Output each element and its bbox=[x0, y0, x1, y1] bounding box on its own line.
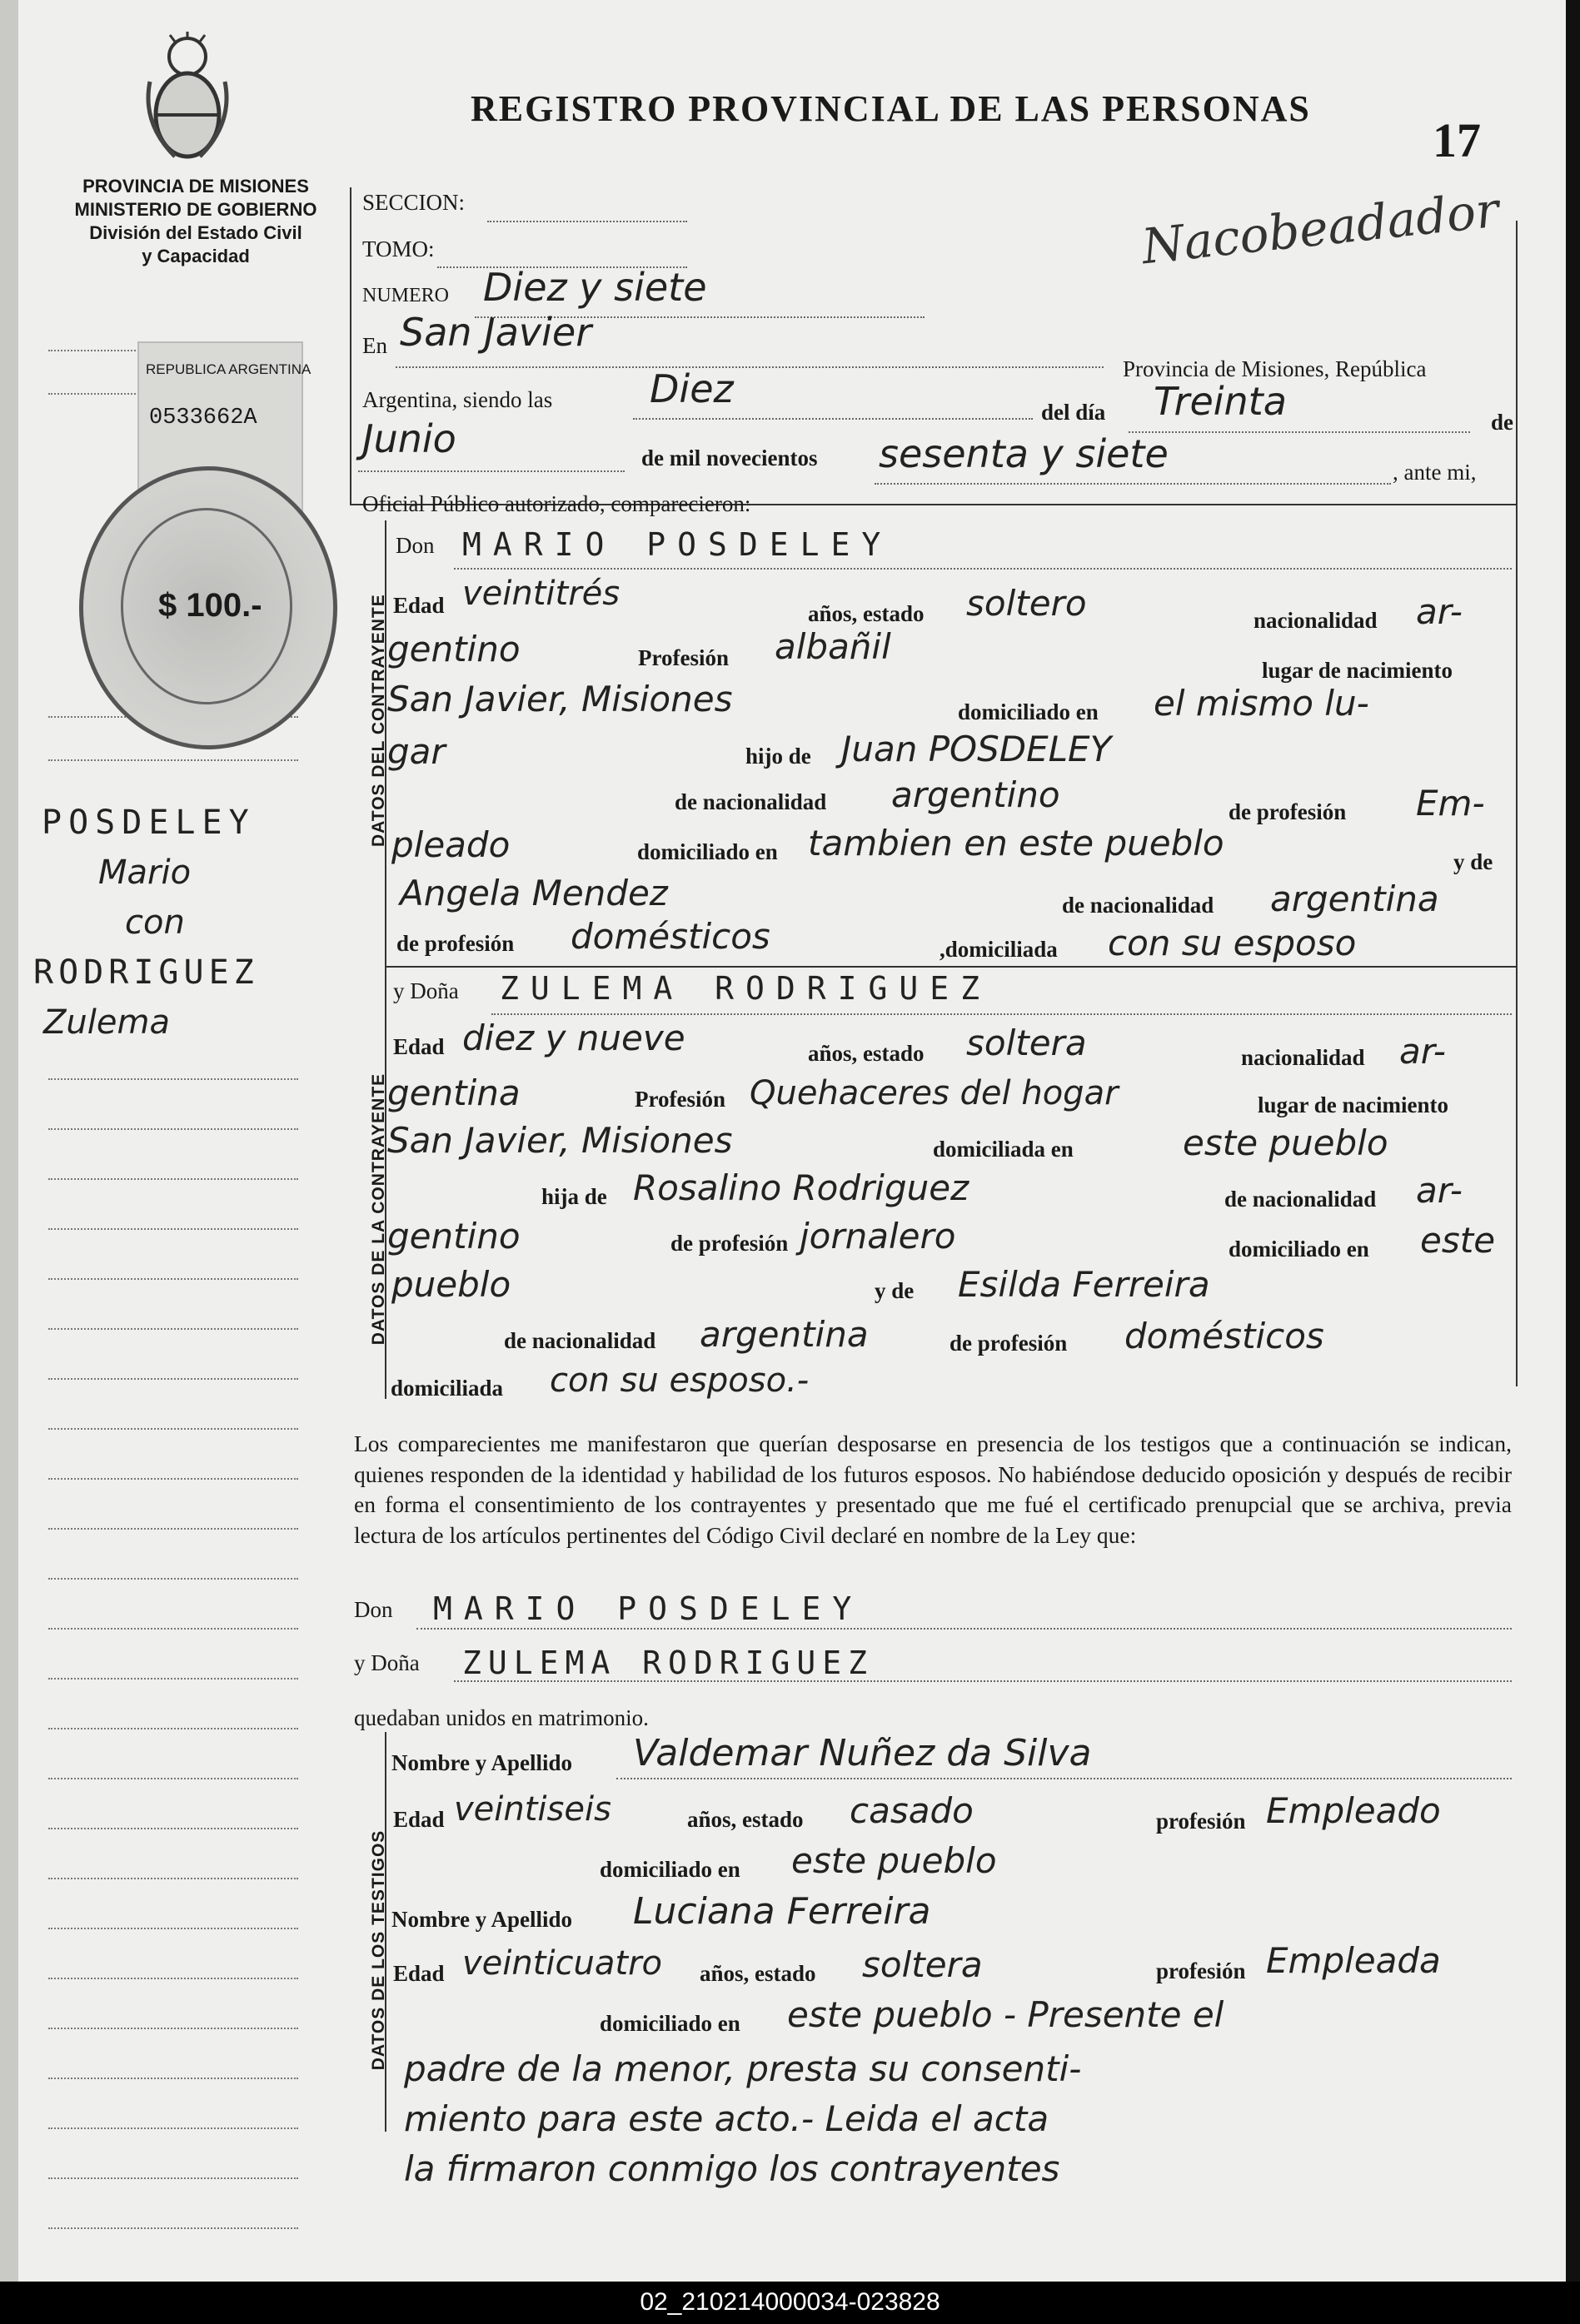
bride-name: ZULEMA RODRIGUEZ bbox=[500, 970, 992, 1007]
page-right-edge bbox=[1566, 0, 1580, 2324]
bride-father-nat-b: gentino bbox=[387, 1216, 521, 1257]
witness1-name: Valdemar Nuñez da Silva bbox=[633, 1732, 1092, 1774]
scan-id: 02_210214000034-023828 bbox=[640, 2288, 940, 2316]
de-profesion-label-3: de profesión bbox=[670, 1231, 789, 1256]
de-nacionalidad-label: de nacionalidad bbox=[675, 789, 827, 814]
domiciliado-en-label: domiciliado en bbox=[958, 699, 1099, 724]
decl-don-name: MARIO POSDELEY bbox=[433, 1590, 864, 1627]
groom-dom-b: gar bbox=[387, 731, 446, 772]
bride-father: Rosalino Rodriguez bbox=[633, 1167, 969, 1208]
de-nacionalidad-label-3: de nacionalidad bbox=[1224, 1187, 1377, 1212]
decl-dona-name: ZULEMA RODRIGUEZ bbox=[462, 1645, 875, 1681]
groom-prof: albañil bbox=[775, 626, 891, 667]
side-label-testigos: DATOS DE LOS TESTIGOS bbox=[369, 1829, 388, 2071]
edad-label-3: Edad bbox=[393, 1807, 445, 1832]
groom-mother-prof: domésticos bbox=[571, 916, 770, 957]
hijo-de-label: hijo de bbox=[745, 744, 811, 769]
en-value: San Javier bbox=[400, 310, 592, 355]
domiciliada-label: domiciliada bbox=[391, 1376, 504, 1401]
bride-prof: Quehaceres del hogar bbox=[750, 1074, 1119, 1112]
nombre-apellido-label: Nombre y Apellido bbox=[391, 1750, 573, 1775]
office-header bbox=[58, 175, 333, 268]
closing-note-line: la firmaron conmigo los contrayentes bbox=[404, 2148, 1060, 2189]
bride-mother-nat: argentina bbox=[700, 1314, 869, 1355]
domiciliado-en-label-3: domiciliado en bbox=[600, 1857, 740, 1882]
ante-mi-label: , ante mi, bbox=[1393, 460, 1477, 485]
witness1-status: casado bbox=[850, 1790, 974, 1831]
groom-birth: San Javier, Misiones bbox=[387, 679, 733, 719]
de-profesion-label-4: de profesión bbox=[949, 1331, 1068, 1356]
profesion-label-4: profesión bbox=[1156, 1958, 1246, 1983]
oficial-label: Oficial Público autorizado, comparecieron: bbox=[362, 491, 751, 516]
argentina-siendo-label: Argentina, siendo las bbox=[362, 387, 553, 412]
en-label: En bbox=[362, 333, 387, 358]
profesion-label-2: Profesión bbox=[635, 1087, 725, 1112]
bride-status: soltera bbox=[966, 1023, 1087, 1063]
groom-age: veintitrés bbox=[462, 575, 621, 613]
nacionalidad-label: nacionalidad bbox=[1254, 608, 1378, 633]
domiciliado-en-label-2: domiciliado en bbox=[1229, 1237, 1369, 1262]
seccion-label: SECCION: bbox=[362, 190, 466, 215]
anos-estado-label-3: años, estado bbox=[687, 1807, 804, 1832]
document-title: REGISTRO PROVINCIAL DE LAS PERSONAS bbox=[471, 88, 1311, 129]
office-line: PROVINCIA DE MISIONES bbox=[82, 176, 309, 197]
nacionalidad-label-2: nacionalidad bbox=[1241, 1045, 1365, 1070]
hija-de-label: hija de bbox=[541, 1184, 607, 1209]
lugar-nac-label: lugar de nacimiento bbox=[1262, 658, 1453, 683]
domiciliado-en-label-4: domiciliado en bbox=[600, 2011, 740, 2036]
bride-mother-prof: domésticos bbox=[1124, 1316, 1324, 1356]
office-line: División del Estado Civil bbox=[89, 222, 302, 243]
don-label-2: Don bbox=[354, 1597, 393, 1622]
de-profesion-label-2: de profesión bbox=[396, 931, 515, 956]
margin-note-line: RODRIGUEZ bbox=[33, 953, 259, 992]
witness2-prof: Empleada bbox=[1266, 1940, 1441, 1981]
groom-mother: Angela Mendez bbox=[400, 873, 668, 913]
margin-note-line: Mario bbox=[98, 853, 192, 892]
groom-status: soltero bbox=[966, 583, 1087, 624]
bride-mother: Esilda Ferreira bbox=[958, 1264, 1210, 1305]
numero-value: Diez y siete bbox=[483, 265, 707, 310]
edad-label-2: Edad bbox=[393, 1034, 445, 1059]
groom-father: Juan POSDELEY bbox=[841, 729, 1112, 769]
quedaban-label: quedaban unidos en matrimonio. bbox=[354, 1705, 649, 1730]
lugar-nac-label-2: lugar de nacimiento bbox=[1258, 1092, 1448, 1117]
groom-mother-nat: argentina bbox=[1270, 878, 1439, 919]
stamp-number: 0533662A bbox=[149, 406, 257, 430]
dona-label: y Doña bbox=[393, 978, 459, 1003]
dona-label-2: y Doña bbox=[354, 1650, 420, 1675]
anos-estado-label-4: años, estado bbox=[700, 1961, 816, 1986]
de-profesion-label: de profesión bbox=[1229, 799, 1347, 824]
page-number: 17 bbox=[1433, 113, 1481, 167]
seal-value: $ 100.- bbox=[158, 587, 262, 624]
office-line: y Capacidad bbox=[142, 246, 250, 266]
bride-father-nat-a: ar- bbox=[1416, 1170, 1463, 1211]
dia-value: Treinta bbox=[1154, 379, 1287, 424]
witness2-age: veinticuatro bbox=[462, 1944, 662, 1983]
side-label-contrayente: DATOS DEL CONTRAYENTE bbox=[369, 594, 388, 847]
witness1-prof: Empleado bbox=[1266, 1790, 1441, 1831]
de-label: de bbox=[1491, 410, 1513, 435]
groom-father-nat: argentino bbox=[891, 774, 1060, 815]
bride-dom: este pueblo bbox=[1183, 1122, 1388, 1163]
official-seal bbox=[79, 466, 337, 749]
bride-nat-a: ar- bbox=[1399, 1031, 1446, 1072]
declaration-paragraph: Los comparecientes me manifestaron que querían desposarse en presencia de los testigos que a continuación se indican, quienes responden de la identidad y habilidad de los futuros esposos. No habiéndose deducido oposición y después de recibir en forma el consentimiento de los contrayentes y presentado que me fué el certificado prenupcial que se archiva, previa lectura de los artículos pertinentes del Código Civil declaré en nombre de la Ley que: bbox=[354, 1431, 1512, 1548]
margin-note-line: POSDELEY bbox=[42, 804, 256, 842]
edad-label: Edad bbox=[393, 593, 445, 618]
witness2-name: Luciana Ferreira bbox=[633, 1890, 931, 1933]
witness1-age: veintiseis bbox=[454, 1790, 611, 1829]
del-dia-label: del día bbox=[1041, 400, 1106, 425]
bride-father-dom-a: este bbox=[1420, 1220, 1496, 1261]
bride-nat-b: gentina bbox=[387, 1072, 521, 1113]
groom-nat-b: gentino bbox=[387, 629, 521, 669]
bride-father-prof: jornalero bbox=[800, 1216, 956, 1257]
mes-value: Junio bbox=[362, 416, 456, 461]
stamp-text: REPUBLICA ARGENTINA bbox=[146, 361, 312, 377]
witness1-dom: este pueblo bbox=[791, 1840, 997, 1881]
groom-father-dom: tambien en este pueblo bbox=[808, 823, 1224, 863]
office-line: MINISTERIO DE GOBIERNO bbox=[74, 199, 317, 220]
registrar-signature: Nacobeadador bbox=[1139, 181, 1502, 276]
tomo-label: TOMO: bbox=[362, 236, 435, 261]
coat-of-arms-icon bbox=[142, 32, 233, 165]
groom-name: MARIO POSDELEY bbox=[462, 526, 893, 563]
bride-mother-dom: con su esposo.- bbox=[550, 1361, 810, 1400]
groom-nat-a: ar- bbox=[1416, 591, 1463, 632]
bride-age: diez y nueve bbox=[462, 1018, 685, 1058]
don-label: Don bbox=[396, 533, 435, 558]
closing-note-line: miento para este acto.- Leida el acta bbox=[404, 2098, 1049, 2139]
domiciliada-comma-label: ,domiciliada bbox=[940, 937, 1058, 962]
de-nacionalidad-label-2: de nacionalidad bbox=[1062, 893, 1214, 918]
bride-father-dom-b: pueblo bbox=[391, 1264, 511, 1305]
groom-dom-a: el mismo lu- bbox=[1154, 683, 1369, 724]
hora-value: Diez bbox=[650, 366, 734, 411]
witness2-status: soltera bbox=[862, 1944, 983, 1985]
numero-label: NUMERO bbox=[362, 285, 450, 306]
edad-label-4: Edad bbox=[393, 1961, 445, 1986]
domiciliada-en-label: domiciliada en bbox=[933, 1137, 1074, 1162]
page-spine bbox=[0, 0, 18, 2282]
bride-birth: San Javier, Misiones bbox=[387, 1120, 733, 1161]
nombre-apellido-label-2: Nombre y Apellido bbox=[391, 1907, 573, 1932]
closing-note-line: padre de la menor, presta su consenti- bbox=[404, 2048, 1082, 2089]
anos-estado-label-2: años, estado bbox=[808, 1041, 925, 1066]
profesion-label-3: profesión bbox=[1156, 1809, 1246, 1834]
side-label-contrayenta: DATOS DE LA CONTRAYENTE bbox=[369, 1072, 388, 1346]
y-de-label-2: y de bbox=[875, 1278, 915, 1303]
anos-estado-label: años, estado bbox=[808, 601, 925, 626]
y-de-label: y de bbox=[1453, 849, 1493, 874]
margin-note-line: Zulema bbox=[43, 1003, 170, 1042]
witness2-dom: este pueblo - Presente el bbox=[787, 1994, 1224, 2035]
groom-mother-dom: con su esposo bbox=[1108, 923, 1357, 963]
groom-father-prof-b: pleado bbox=[391, 824, 511, 865]
de-nacionalidad-label-4: de nacionalidad bbox=[504, 1328, 656, 1353]
domiciliado-label: domiciliado en bbox=[637, 839, 778, 864]
anio-value: sesenta y siete bbox=[879, 431, 1169, 476]
de-mil-label: de mil novecientos bbox=[641, 445, 818, 470]
groom-father-prof-a: Em- bbox=[1416, 783, 1485, 824]
profesion-label: Profesión bbox=[638, 645, 729, 670]
margin-note-line: con bbox=[125, 903, 185, 942]
provincia-label: Provincia de Misiones, República bbox=[1123, 356, 1427, 381]
